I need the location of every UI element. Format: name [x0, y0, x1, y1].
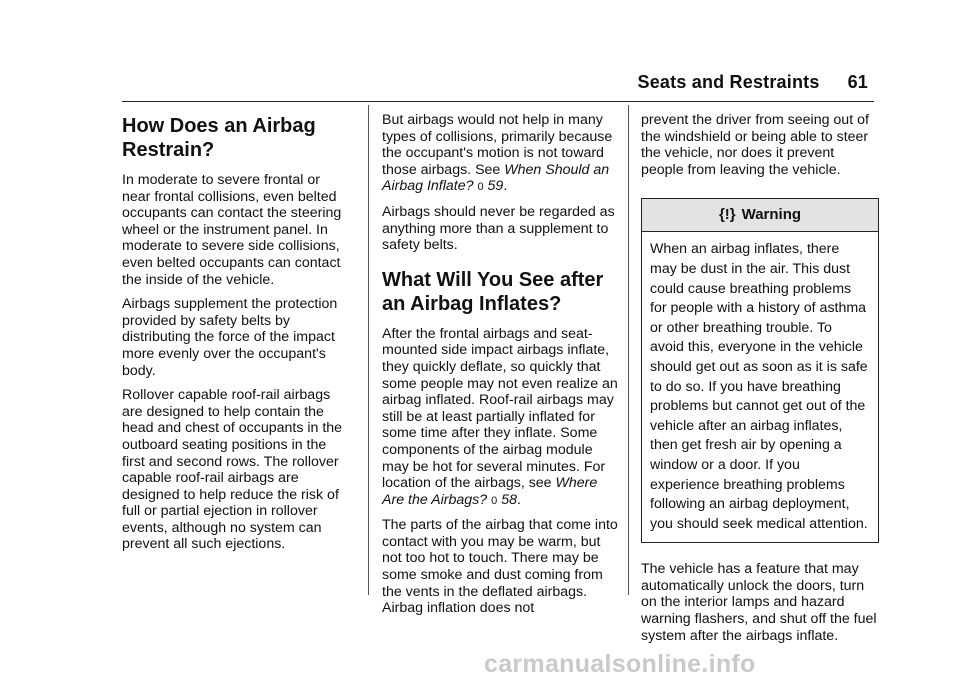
column-2: [382, 112, 620, 625]
page-header: [638, 72, 869, 93]
warning-triangle-icon: {!}: [718, 206, 736, 224]
paragraph: The vehicle has a feature that may automatically unlock the doors, turn on the interior lamps and hazard warning flashers, and shut off the fuel system after the airbags inflate.: [641, 561, 877, 644]
column-3: [641, 112, 879, 652]
warning-header: [642, 199, 878, 232]
warning-title: Warning: [741, 206, 802, 224]
section-heading: What Will You See after an Airbag Inflates?: [382, 268, 604, 315]
page-ref-number[interactable]: 58: [501, 491, 517, 508]
paragraph: Rollover capable roof-rail airbags are designed to help contain the head and chest of occupants in the outboard seating positions in the first and second rows. The rollover capable roof-rail airbags are designed to help reduce the risk of full or partial ejection in rollover events, although no system can prevent all such ejections.: [122, 387, 343, 553]
section-title: Seats and Restraints: [637, 72, 820, 92]
page-number: 61: [847, 72, 868, 92]
paragraph: [382, 326, 620, 510]
sentence-end: .: [516, 491, 521, 508]
paragraph: The parts of the airbag that come into contact with you may be warm, but not too hot to touch. There may be some smoke and dust coming from the vents in the deflated airbags. Airbag inflation does not: [382, 517, 618, 617]
page-ref-number[interactable]: 59: [487, 178, 504, 195]
page-ref-arrow-icon: 0: [491, 494, 498, 507]
paragraph: In moderate to severe frontal or near frontal collisions, even belted occupants can contact the steering wheel or the instrument panel. In moderate to severe side collisions, even belted occupants can contact the inside of the vehicle.: [122, 172, 342, 288]
cross-reference-link[interactable]: Where Are the Airbags?: [382, 475, 598, 508]
warning-body: When an airbag inflates, there may be dust in the air. This dust could cause breathing problems for people with a history of asthma or other breathing trouble. To avoid this, everyone in the vehicle should get out as soon as it is safe to do so. If you have breathing problems but cannot get out of the vehicle after an airbag inflates, then get fresh air by opening a window or a door. If you experience breathing problems following an airbag deployment, you should seek medical attention.: [650, 241, 868, 532]
watermark: carmanualsonline.info: [484, 650, 756, 678]
paragraph-text: But airbags would not help in many types of collisions, primarily because the occupant's motion is not toward those airbags. See: [382, 112, 613, 178]
header-rule: [122, 101, 874, 102]
paragraph: Airbags supplement the protection provided by safety belts by distributing the force of the impact more evenly over the occupant's body.: [122, 296, 338, 379]
paragraph: [382, 112, 620, 196]
sentence-end: .: [503, 178, 508, 195]
paragraph: Airbags should never be regarded as anything more than a supplement to safety belts.: [382, 203, 615, 254]
paragraph-text: After the frontal airbags and seat-mounted side impact airbags inflate, they quickly deflate, so quickly that some people may not even realize an airbag inflated. Roof-rail airbags may still be at least partially inflated for some time after they inflate. Some components of the airbag module may be hot for several minutes. For location of the airbags, see: [382, 325, 618, 492]
section-heading: How Does an Airbag Restrain?: [122, 115, 316, 161]
cross-reference-link[interactable]: When Should an Airbag Inflate?: [382, 161, 610, 195]
page-ref-arrow-icon: 0: [477, 181, 484, 194]
warning-box: [641, 198, 879, 543]
paragraph: prevent the driver from seeing out of the windshield or being able to steer the vehicle, nor does it prevent people from leaving the vehicle.: [641, 112, 869, 178]
column-1: [122, 112, 352, 561]
column-divider: [368, 105, 369, 595]
column-divider: [628, 105, 629, 595]
